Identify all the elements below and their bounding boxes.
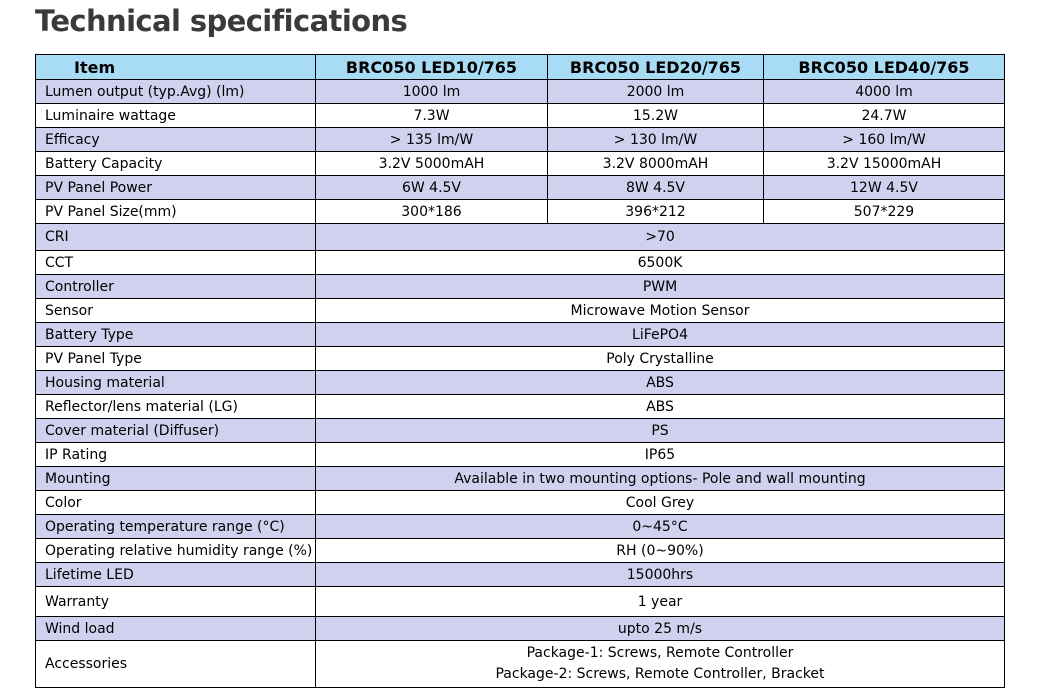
- header-model-1: BRC050 LED10/765: [316, 55, 548, 80]
- cell-value: RH (0~90%): [316, 539, 1005, 563]
- cell-value: > 135 lm/W: [316, 128, 548, 152]
- table-row: [36, 587, 1005, 617]
- header-model-2: BRC050 LED20/765: [548, 55, 764, 80]
- row-label: Operating temperature range (°C): [36, 515, 316, 539]
- header-model-3: BRC050 LED40/765: [764, 55, 1005, 80]
- row-label: Luminaire wattage: [36, 104, 316, 128]
- table-row: [36, 371, 1005, 395]
- row-label: IP Rating: [36, 443, 316, 467]
- table-row: [36, 251, 1005, 275]
- table-row: [36, 539, 1005, 563]
- accessories-package-1: Package-1: Screws, Remote Controller: [526, 645, 794, 661]
- cell-value: 2000 lm: [548, 80, 764, 104]
- table-row: [36, 80, 1005, 104]
- cell-value: 1 year: [316, 587, 1005, 617]
- cell-value: > 160 lm/W: [764, 128, 1005, 152]
- row-label: PV Panel Type: [36, 347, 316, 371]
- table-row: [36, 419, 1005, 443]
- row-label: Efficacy: [36, 128, 316, 152]
- row-label: Mounting: [36, 467, 316, 491]
- cell-value: >70: [316, 224, 1005, 251]
- table-row: [36, 176, 1005, 200]
- table-header-row: [36, 55, 1005, 80]
- cell-value: > 130 lm/W: [548, 128, 764, 152]
- row-label: Lifetime LED: [36, 563, 316, 587]
- cell-value: 1000 lm: [316, 80, 548, 104]
- table-row: [36, 128, 1005, 152]
- table-row: [36, 443, 1005, 467]
- cell-value: upto 25 m/s: [316, 617, 1005, 641]
- cell-value: 3.2V 5000mAH: [316, 152, 548, 176]
- cell-value: 24.7W: [764, 104, 1005, 128]
- table-row: [36, 491, 1005, 515]
- cell-value: PWM: [316, 275, 1005, 299]
- accessories-package-2: Package-2: Screws, Remote Controller, Bracket: [495, 666, 825, 682]
- table-row: [36, 347, 1005, 371]
- row-label: Battery Type: [36, 323, 316, 347]
- table-row: [36, 515, 1005, 539]
- table-row: [36, 395, 1005, 419]
- row-label: Reflector/lens material (LG): [36, 395, 316, 419]
- row-label: CCT: [36, 251, 316, 275]
- row-label: Battery Capacity: [36, 152, 316, 176]
- cell-value: Available in two mounting options- Pole and wall mounting: [316, 467, 1005, 491]
- table-row: [36, 200, 1005, 224]
- table-row-accessories: [36, 641, 1005, 688]
- table-row: [36, 467, 1005, 491]
- row-label: Accessories: [36, 641, 316, 688]
- cell-value: 15000hrs: [316, 563, 1005, 587]
- row-label: Lumen output (typ.Avg) (lm): [36, 80, 316, 104]
- header-item: Item: [36, 55, 316, 80]
- row-label: Controller: [36, 275, 316, 299]
- page-title: Technical specifications: [35, 4, 408, 38]
- table-row: [36, 563, 1005, 587]
- cell-value: ABS: [316, 395, 1005, 419]
- cell-value: 8W 4.5V: [548, 176, 764, 200]
- table-row: [36, 275, 1005, 299]
- cell-value: ABS: [316, 371, 1005, 395]
- cell-value: 507*229: [764, 200, 1005, 224]
- row-label: PV Panel Power: [36, 176, 316, 200]
- cell-value: 6500K: [316, 251, 1005, 275]
- cell-value: 3.2V 8000mAH: [548, 152, 764, 176]
- cell-value: Poly Crystalline: [316, 347, 1005, 371]
- cell-value: 0~45°C: [316, 515, 1005, 539]
- cell-value: PS: [316, 419, 1005, 443]
- cell-value: Cool Grey: [316, 491, 1005, 515]
- row-label: Color: [36, 491, 316, 515]
- cell-value: 15.2W: [548, 104, 764, 128]
- cell-value: IP65: [316, 443, 1005, 467]
- cell-value: 3.2V 15000mAH: [764, 152, 1005, 176]
- cell-value: LiFePO4: [316, 323, 1005, 347]
- cell-value: 4000 lm: [764, 80, 1005, 104]
- row-label: PV Panel Size(mm): [36, 200, 316, 224]
- table-row: [36, 224, 1005, 251]
- cell-value: 12W 4.5V: [764, 176, 1005, 200]
- row-label: Sensor: [36, 299, 316, 323]
- row-label: Operating relative humidity range (%): [36, 539, 316, 563]
- table-row: [36, 323, 1005, 347]
- row-label: Cover material (Diffuser): [36, 419, 316, 443]
- specifications-table: [35, 54, 1005, 688]
- table-row: [36, 299, 1005, 323]
- cell-value: 7.3W: [316, 104, 548, 128]
- table-row: [36, 617, 1005, 641]
- cell-value: 396*212: [548, 200, 764, 224]
- cell-value: Microwave Motion Sensor: [316, 299, 1005, 323]
- row-label: CRI: [36, 224, 316, 251]
- row-label: Wind load: [36, 617, 316, 641]
- cell-value: 300*186: [316, 200, 548, 224]
- cell-value: 6W 4.5V: [316, 176, 548, 200]
- accessories-cell: [316, 641, 1005, 688]
- row-label: Warranty: [36, 587, 316, 617]
- table-row: [36, 104, 1005, 128]
- row-label: Housing material: [36, 371, 316, 395]
- table-row: [36, 152, 1005, 176]
